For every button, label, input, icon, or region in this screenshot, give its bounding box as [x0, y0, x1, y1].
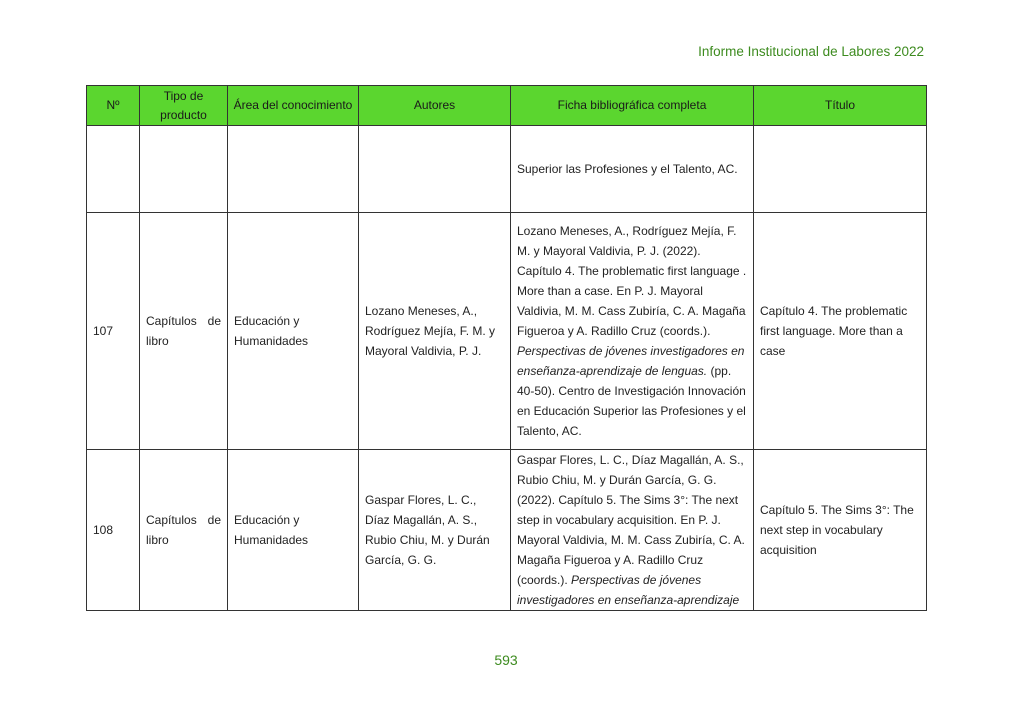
report-title: Informe Institucional de Labores 2022 [698, 44, 924, 59]
bibliography-table [86, 85, 927, 611]
column-header-area: Área del conocimiento [228, 86, 359, 126]
column-header-ficha: Ficha bibliográfica completa [511, 86, 754, 126]
ficha-book-title: Perspectivas de jóvenes investigadores en enseñanza-aprendizaje de lenguas. [517, 344, 745, 378]
cell-ficha [511, 213, 754, 450]
cell-titulo [754, 126, 927, 213]
cell-area: Educación y Humanidades [228, 450, 359, 611]
cell-area [228, 126, 359, 213]
cell-autores: Gaspar Flores, L. C., Díaz Magallán, A. S., Rubio Chiu, M. y Durán García, G. G. [359, 450, 511, 611]
table-row [87, 126, 927, 213]
cell-num: 107 [87, 213, 140, 450]
table-row [87, 450, 927, 611]
ficha-text-part: (pp. 40-50). Centro de Investigación Innovación en Educación Superior las Profesiones y el Talento, AC. [517, 364, 746, 438]
column-header-autores: Autores [359, 86, 511, 126]
cell-tipo [140, 126, 228, 213]
page-number: 593 [494, 652, 518, 668]
table-header-row [87, 86, 927, 126]
cell-autores [359, 126, 511, 213]
cell-autores: Lozano Meneses, A., Rodríguez Mejía, F. M. y Mayoral Valdivia, P. J. [359, 213, 511, 450]
table-row [87, 213, 927, 450]
cell-tipo [140, 450, 228, 611]
ficha-book-title: Perspectivas de jóvenes investigadores en enseñanza-aprendizaje [517, 573, 740, 607]
cell-ficha [511, 450, 754, 611]
cell-area: Educación y Humanidades [228, 213, 359, 450]
cell-tipo [140, 213, 228, 450]
cell-titulo: Capítulo 4. The problematic first language. More than a case [754, 213, 927, 450]
ficha-text: Superior las Profesiones y el Talento, AC. [517, 162, 738, 176]
column-header-titulo: Título [754, 86, 927, 126]
cell-num [87, 126, 140, 213]
column-header-num: Nº [87, 86, 140, 126]
column-header-tipo: Tipo de producto [140, 86, 228, 126]
tipo-text: Capítulos de libro [146, 314, 221, 348]
tipo-text: Capítulos de libro [146, 513, 221, 547]
cell-num: 108 [87, 450, 140, 611]
ficha-text-part: Lozano Meneses, A., Rodríguez Mejía, F. M. y Mayoral Valdivia, P. J. (2022). Capítulo 4. The problematic first language . More than a case. En P. J. Mayoral Valdivia, M. M. Cass Zubiría, C. A. Magaña Figueroa y A. Radillo Cruz (coords.). [517, 224, 747, 338]
ficha-text-part: Gaspar Flores, L. C., Díaz Magallán, A. S., Rubio Chiu, M. y Durán García, G. G. (2022). Capítulo 5. The Sims 3°: The next step in vocabulary acquisition. En P. J. Mayoral Valdivia, M. M. Cass Zubiría, C. A. Magaña Figueroa y A. Radillo Cruz (coords.). [517, 453, 745, 587]
cell-titulo: Capítulo 5. The Sims 3°: The next step in vocabulary acquisition [754, 450, 927, 611]
cell-ficha [511, 126, 754, 213]
